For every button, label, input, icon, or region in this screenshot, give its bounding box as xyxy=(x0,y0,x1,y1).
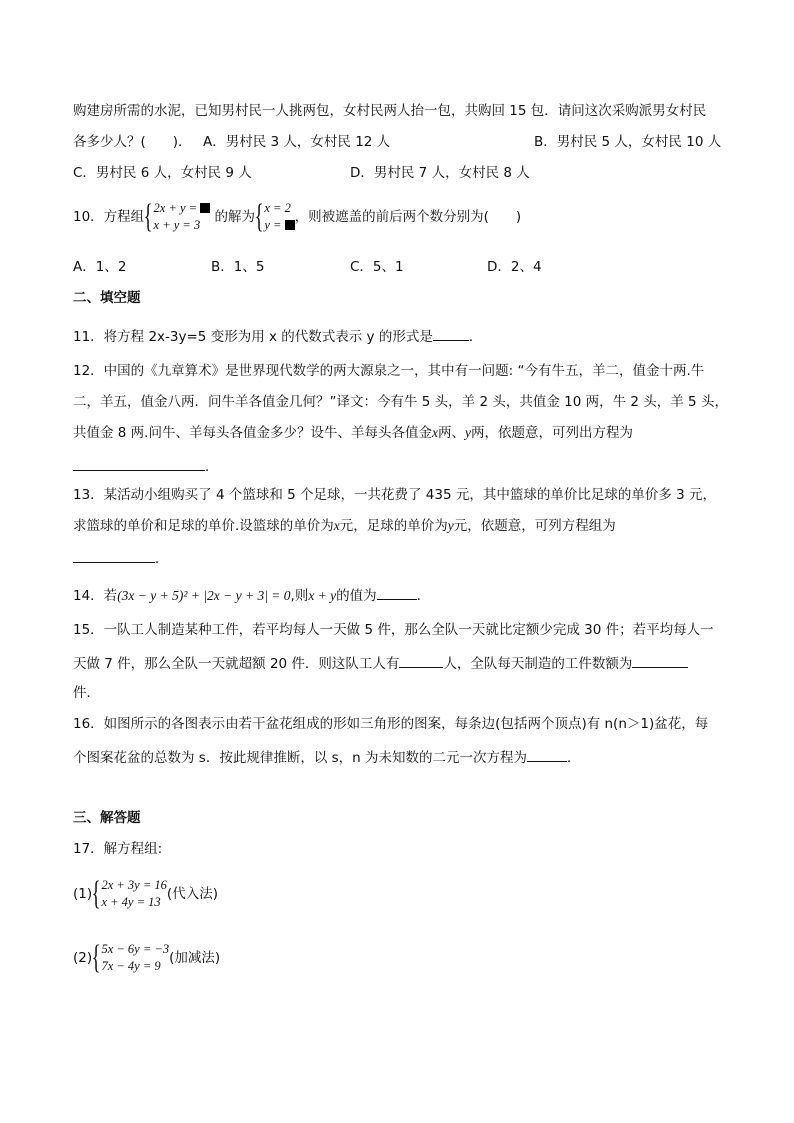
q17-title: 17．解方程组: xyxy=(73,841,163,857)
q10-suffix: ，则被遮盖的前后两个数分别为( ) xyxy=(294,209,522,225)
q11-end: ． xyxy=(468,329,483,345)
q9-option-b: B．男村民 5 人，女村民 10 人 xyxy=(534,134,722,150)
q14-prefix: 14．若 xyxy=(73,588,118,604)
q10-sys1-eq2: x + y = 3 xyxy=(153,218,201,232)
q10-system-1 xyxy=(154,200,211,234)
q14-suffix: 的值为 xyxy=(336,588,377,604)
q15-line2-b: 人，全队每天制造的工件数额为 xyxy=(443,656,633,672)
q16-line2-a: 个图案花盆的总数为 s．按此规律推断，以 s，n 为未知数的二元一次方程为 xyxy=(73,750,527,766)
q17-p2-eq1: 5x − 6y = −3 xyxy=(101,942,170,956)
brace-icon: { xyxy=(143,198,153,235)
answer-blank xyxy=(377,585,417,600)
q17-part1-system xyxy=(101,877,166,911)
q14-x-plus-y: x + y xyxy=(308,588,337,603)
q12-var-y: y xyxy=(464,425,471,440)
q12-end: ． xyxy=(205,459,219,475)
q12-line1: 12．中国的《九章算术》是世界现代数学的两大源泉之一，其中有一问题: “今有牛五，羊二，值金十两.牛 xyxy=(73,363,705,379)
q10-option-c: C．5、1 xyxy=(350,259,404,275)
q17-part2-method: (加减法) xyxy=(169,950,221,966)
q12-line2: 二，羊五，值金八两．问牛羊各值金几何？”译文：今有牛 5 头，羊 2 头，共值金 10 两，牛 2 头，羊 5 头， xyxy=(73,394,728,410)
brace-icon: { xyxy=(254,198,264,235)
q17-part1-label: (1) xyxy=(73,886,93,902)
q13-var-y: y xyxy=(447,518,454,533)
section-heading-fill-in: 二、填空题 xyxy=(73,290,141,306)
covered-box-icon xyxy=(200,203,210,213)
q10-sys2-eq2: y = xyxy=(264,218,285,232)
q12-line4 xyxy=(73,456,219,476)
q10-system-2 xyxy=(264,200,294,234)
q10-sys1-eq1: 2x + y = xyxy=(153,201,201,215)
answer-blank xyxy=(527,747,567,762)
q14-end: ． xyxy=(416,588,431,604)
q9-option-d: D．男村民 7 人，女村民 8 人 xyxy=(350,165,530,181)
q12-line3-c: 两，依题意，可列出方程为 xyxy=(470,425,633,441)
q17-part2-label: (2) xyxy=(73,950,93,966)
q13-line3 xyxy=(73,548,169,568)
q9-option-c: C．男村民 6 人，女村民 9 人 xyxy=(73,165,252,181)
q14-expression: (3x − y + 5)² + |2x − y + 3| = 0 xyxy=(117,588,291,603)
q14 xyxy=(73,585,430,605)
q15-line1: 15．一队工人制造某种工件，若平均每人一天做 5 件，那么全队一天就比定额少完成 30 件；若平均每人一 xyxy=(73,622,714,638)
q12-line3-a: 共值金 8 两.问牛、羊每头各值金多少？设牛、羊每头各值金 xyxy=(73,425,432,441)
q13-line2-b: 元，足球的单价为 xyxy=(339,518,448,534)
q10-stem xyxy=(73,199,521,235)
covered-box-icon xyxy=(285,220,295,230)
q15-line2-a: 天做 7 件，那么全队一天就超额 20 件．则这队工人有 xyxy=(73,656,400,672)
q12-line3-b: 两、 xyxy=(437,425,465,441)
q9-line1: 购建房所需的水泥，已知男村民一人挑两包，女村民两人抬一包，共购回 15 包．请问这次采购派男女村民 xyxy=(73,103,707,119)
q13-end: ． xyxy=(155,551,169,567)
q17-part2 xyxy=(73,940,220,976)
q13-line2-a: 求篮球的单价和足球的单价.设篮球的单价为 xyxy=(73,518,334,534)
q16-end: ． xyxy=(567,750,581,766)
q11-text: 11．将方程 2x-3y=5 变形为用 x 的代数式表示 y 的形式是 xyxy=(73,329,433,345)
q10-middle: 的解为 xyxy=(214,209,256,225)
answer-blank xyxy=(632,653,688,668)
answer-blank xyxy=(399,653,443,668)
q10-sys2-eq1: x = 2 xyxy=(264,201,291,215)
q15-line2 xyxy=(73,653,688,673)
q15-line3: 件． xyxy=(73,685,100,701)
q17-p1-eq1: 2x + 3y = 16 xyxy=(101,878,167,892)
q10-prefix: 10．方程组 xyxy=(73,209,145,225)
q13-var-x: x xyxy=(333,518,340,533)
q11 xyxy=(73,326,482,346)
q9-stem-end: 各多少人？( )． xyxy=(73,134,192,150)
q14-mid: ,则 xyxy=(290,588,309,604)
q13-line2 xyxy=(73,517,616,535)
q9-option-a: A．男村民 3 人，女村民 12 人 xyxy=(203,134,391,150)
q13-line1: 13．某活动小组购买了 4 个篮球和 5 个足球，一共花费了 435 元，其中篮球的单价比足球的单价多 3 元， xyxy=(73,487,717,503)
answer-blank xyxy=(73,548,155,563)
answer-blank xyxy=(73,456,205,471)
q17-part2-system xyxy=(101,941,169,975)
q10-option-b: B．1、5 xyxy=(211,259,265,275)
q16-line2 xyxy=(73,747,581,767)
q16-line1: 16．如图所示的各图表示由若干盆花组成的形如三角形的图案，每条边(包括两个顶点)有 n(n＞1)盆花，每 xyxy=(73,716,709,732)
brace-icon: { xyxy=(91,939,101,976)
q12-var-x: x xyxy=(431,425,438,440)
q17-p1-eq2: x + 4y = 13 xyxy=(101,895,161,909)
brace-icon: { xyxy=(91,875,101,912)
q17-part1 xyxy=(73,876,218,912)
q17-p2-eq2: 7x − 4y = 9 xyxy=(101,959,161,973)
q17-part1-method: (代入法) xyxy=(166,886,218,902)
q10-option-a: A．1、2 xyxy=(73,259,127,275)
section-heading-solve: 三、解答题 xyxy=(73,810,141,826)
q12-line3 xyxy=(73,424,633,442)
answer-blank xyxy=(433,326,469,341)
q10-option-d: D．2、4 xyxy=(487,259,542,275)
q13-line2-c: 元，依题意，可列方程组为 xyxy=(453,518,616,534)
